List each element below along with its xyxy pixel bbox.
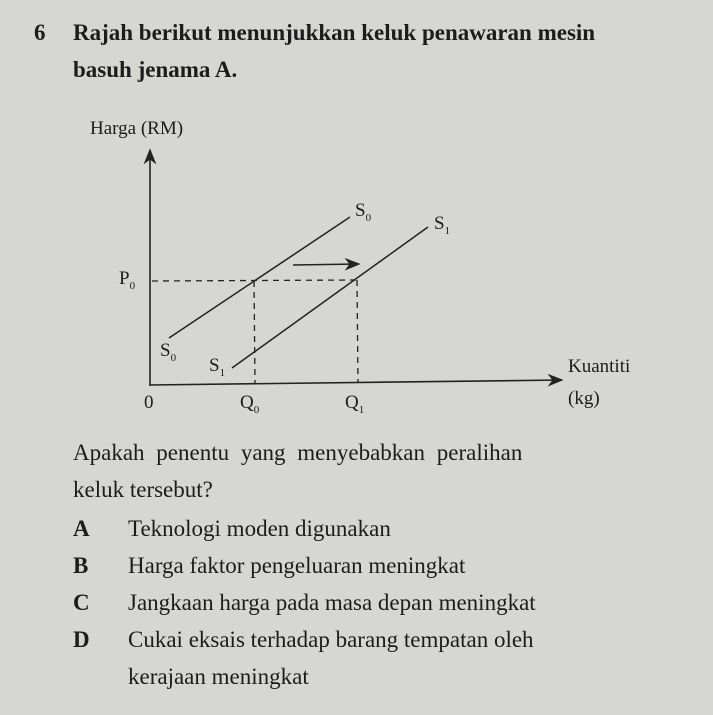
option-letter: D [73,627,90,652]
label-s1-top [434,213,450,237]
q0-text: Q [240,392,254,413]
option-letter: A [73,516,90,541]
s0-text: S [160,340,171,361]
s0-sub: 0 [365,211,372,224]
option-text: Teknologi moden digunakan [128,516,391,541]
s1-sub: 1 [219,366,226,379]
label-s0-top [355,200,371,224]
s0-sub: 0 [170,351,177,364]
s1-sub: 1 [444,224,451,237]
question-stem-2: basuh jenama A. [73,57,238,82]
supply-curve-s0 [169,217,350,338]
s1-text: S [434,213,445,234]
q0-label [240,392,259,416]
label-s1-bottom [209,355,225,379]
question-prompt-2: keluk tersebut? [73,477,213,502]
question-prompt: Apakah penentu yang menyebabkan peralihan [73,440,523,465]
q1-label [345,392,364,416]
price-label-p0 [119,268,135,292]
option-letter: C [73,590,90,615]
s1-text: S [209,355,220,376]
option-text: Jangkaan harga pada masa depan meningkat [128,590,536,615]
shift-arrow [293,264,359,265]
price-p0-dashed [152,280,357,281]
q1-dashed [357,280,358,383]
q1-sub: 1 [358,403,365,416]
p0-sub: 0 [129,279,136,292]
q1-text: Q [345,392,359,413]
y-axis-label: Harga (RM) [90,118,184,139]
p0-text: P [119,268,130,289]
supply-curve-s1 [232,227,428,368]
question-number: 6 [34,20,46,45]
option-text-2: kerajaan meningkat [128,664,309,689]
x-axis-unit: (kg) [568,388,600,409]
x-axis-label: Kuantiti [568,356,631,377]
question-stem: Rajah berikut menunjukkan keluk penawaran mesin [73,20,596,45]
label-s0-bottom [160,340,176,364]
option-text: Harga faktor pengeluaran meningkat [128,553,466,578]
option-letter: B [73,553,89,578]
q0-sub: 0 [253,403,260,416]
origin-label: 0 [144,392,154,413]
q0-dashed [254,281,255,384]
x-axis [150,380,562,385]
s0-text: S [355,200,366,221]
option-text: Cukai eksais terhadap barang tempatan oleh [128,627,534,652]
